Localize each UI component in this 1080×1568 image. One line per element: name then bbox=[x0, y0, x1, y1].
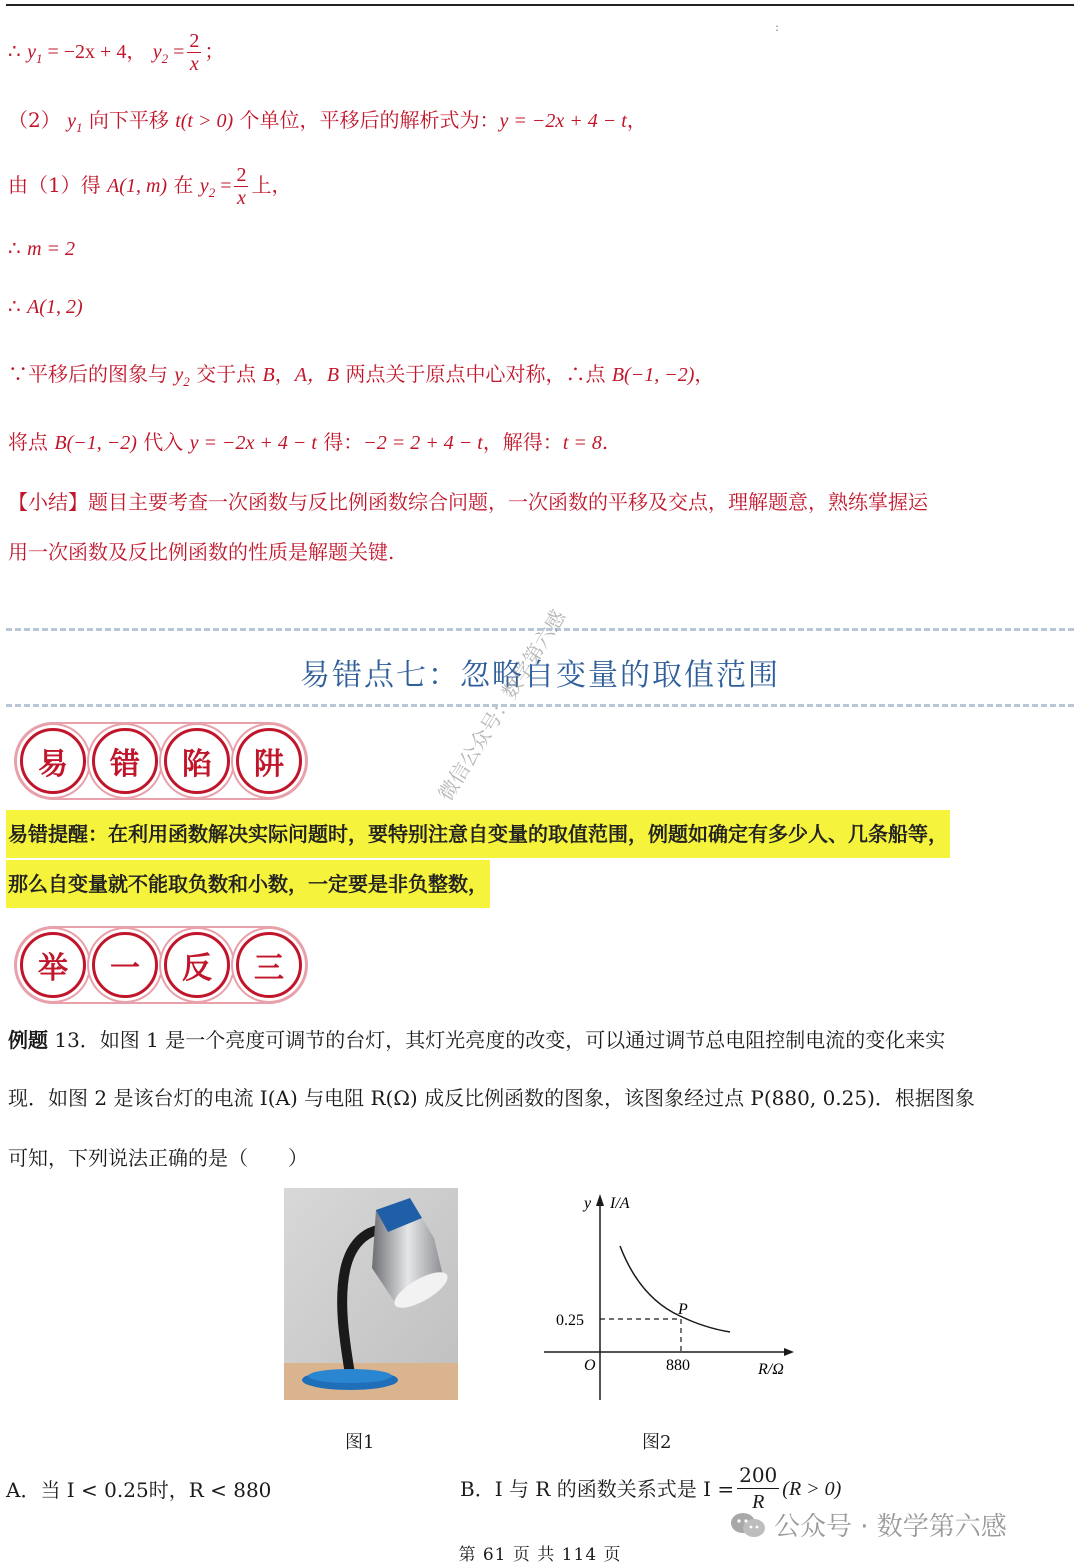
x-axis-arrow bbox=[784, 1348, 794, 1356]
badge-char: 易 bbox=[20, 728, 86, 794]
badge-char: 阱 bbox=[236, 728, 302, 794]
option-b: B．I 与 R 的函数关系式是 I = $\frac{200}{R}$ (R > 0) bbox=[460, 1463, 842, 1513]
y-axis-name: y bbox=[584, 1195, 592, 1212]
top-rule bbox=[6, 4, 1074, 6]
badge-char: 举 bbox=[20, 932, 86, 998]
corner-mark: : bbox=[775, 20, 780, 34]
summary-line-2: 用一次函数及反比例函数的性质是解题关键. bbox=[8, 540, 395, 564]
figure-1-caption: 图1 bbox=[345, 1432, 375, 1453]
solution-line-2: （2） $y_1$ 向下平移 t(t > 0) 个单位，平移后的解析式为：y = −2x + 4 − t， bbox=[8, 108, 647, 135]
badge-char: 陷 bbox=[164, 728, 230, 794]
badge-group-trap bbox=[14, 722, 308, 800]
watermark: 微信公众号：数学第六感 bbox=[433, 605, 571, 805]
inverse-proportion-graph bbox=[540, 1188, 800, 1408]
badge-char: 错 bbox=[92, 728, 158, 794]
figure-2-caption: 图2 bbox=[642, 1432, 672, 1453]
origin-label: O bbox=[584, 1357, 596, 1374]
badge-char: 反 bbox=[164, 932, 230, 998]
wechat-watermark: 公众号 · 数学第六感 bbox=[730, 1506, 1007, 1543]
y-axis-label: I/A bbox=[610, 1195, 630, 1212]
badge-char: 三 bbox=[236, 932, 302, 998]
reminder-line-1: 易错提醒：在利用函数解决实际问题时，要特别注意自变量的取值范围，例题如确定有多少人、几条船等， bbox=[6, 810, 950, 858]
badge-group-practice bbox=[14, 926, 308, 1004]
solution-line-7: 将点 B(−1, −2) 代入 y = −2x + 4 − t 得：−2 = 2 + 4 − t，解得：t = 8. bbox=[8, 430, 609, 454]
solution-line-5: ∴ A(1, 2) bbox=[8, 294, 83, 318]
desk-lamp-image bbox=[284, 1188, 458, 1400]
fraction-2-over-x: $\frac{2}{x}$ bbox=[189, 30, 200, 75]
solution-line-1: ∴ $y_1 = -2x + 4$， $y_2$ = $\frac{2}{x}$ ； bbox=[8, 30, 225, 75]
x-tick-label: 880 bbox=[666, 1357, 690, 1374]
point-p-label: P bbox=[678, 1301, 688, 1318]
section-title: 易错点七：忽略自变量的取值范围 bbox=[300, 658, 780, 693]
option-b-fraction: $\frac{200}{R}$ bbox=[739, 1463, 778, 1513]
summary-line-1: 【小结】题目主要考查一次函数与反比例函数综合问题，一次函数的平移及交点，理解题意，熟练掌握运 bbox=[8, 490, 928, 514]
solution-line-3: 由（1）得 A(1, m) 在 $y_2$ = $\frac{2}{x}$ 上， bbox=[8, 164, 292, 209]
problem-line-1: 例题 13．如图 1 是一个亮度可调节的台灯，其灯光亮度的改变，可以通过调节总电阻控制电流的变化来实 bbox=[8, 1028, 946, 1052]
wechat-icon bbox=[730, 1512, 766, 1538]
solution-line-4: ∴ m = 2 bbox=[8, 236, 76, 260]
x-axis-label: R/Ω bbox=[758, 1361, 784, 1378]
y-axis-arrow bbox=[596, 1194, 604, 1206]
solution-line-6: ∵平移后的图象与 $y_2$ 交于点 B，A，B 两点关于原点中心对称，∴点 B(−1, −2)， bbox=[8, 362, 715, 389]
badge-char: 一 bbox=[92, 932, 158, 998]
dashed-divider-bottom bbox=[6, 704, 1074, 707]
problem-line-2: 现．如图 2 是该台灯的电流 I(A) 与电阻 R(Ω) 成反比例函数的图象，该图象经过点 P(880, 0.25)．根据图象 bbox=[8, 1086, 975, 1110]
problem-line-3: 可知，下列说法正确的是（ ） bbox=[8, 1146, 308, 1170]
option-a: A．当 I < 0.25时，R < 880 bbox=[6, 1478, 272, 1502]
problem-label: 例题 bbox=[8, 1028, 48, 1052]
page-footer: 第 61 页 共 114 页 bbox=[458, 1545, 622, 1565]
y-tick-label: 0.25 bbox=[556, 1312, 584, 1329]
reminder-line-2: 那么自变量就不能取负数和小数，一定要是非负整数， bbox=[6, 860, 490, 908]
